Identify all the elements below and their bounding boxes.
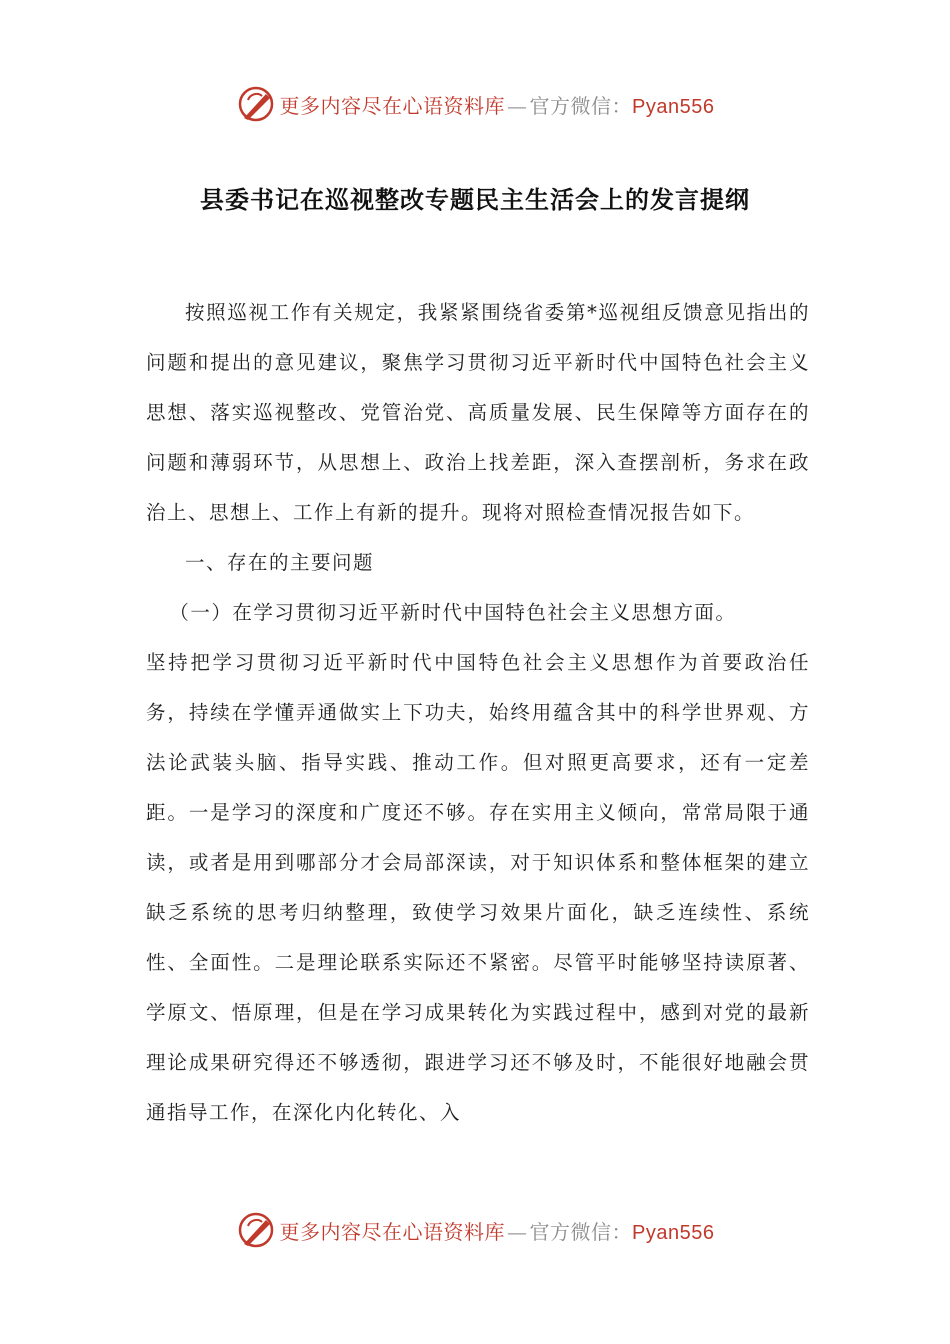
watermark-separator: — bbox=[507, 93, 528, 118]
paragraph: 坚持把学习贯彻习近平新时代中国特色社会主义思想作为首要政治任务，持续在学懂弄通做实上下功夫，始终用蕴含其中的科学世界观、方法论武装头脑、指导实践、推动工作。但对照更高要求，还有一定差距。一是学习的深度和广度还不够。存在实用主义倾向，常常局限于通读，或者是用到哪部分才会局部深读，对于知识体系和整体框架的建立缺乏系统的思考归纳整理，致使学习效果片面化，缺乏连续性、系统性、全面性。二是理论联系实际还不紧密。尽管平时能够坚持读原著、学原文、悟原理，但是在学习成果转化为实践过程中，感到对党的最新理论成果研究得还不够透彻，跟进学习还不够及时，不能很好地融会贯通指导工作，在深化内化转化、入 bbox=[146, 651, 810, 1124]
section-heading: 一、存在的主要问题 bbox=[185, 551, 375, 574]
watermark-banner-top bbox=[0, 82, 950, 126]
watermark-red-text: 更多内容尽在心语资料库 bbox=[279, 1219, 506, 1244]
watermark-text bbox=[280, 90, 715, 119]
watermark-id: Pyan556 bbox=[632, 1221, 715, 1244]
pen-logo-icon bbox=[236, 84, 276, 124]
document-title: 县委书记在巡视整改专题民主生活会上的发言提纲 bbox=[200, 186, 750, 214]
watermark-separator: — bbox=[507, 1219, 528, 1244]
watermark-gray-text: 官方微信： bbox=[529, 93, 633, 118]
watermark-banner-bottom bbox=[0, 1208, 950, 1252]
paragraph: 按照巡视工作有关规定，我紧紧围绕省委第*巡视组反馈意见指出的问题和提出的意见建议，聚焦学习贯彻习近平新时代中国特色社会主义思想、落实巡视整改、党管治党、高质量发展、民生保障等方面存在的问题和薄弱环节，从思想上、政治上找差距，深入查摆剖析，务求在政治上、思想上、工作上有新的提升。现将对照检查情况报告如下。 bbox=[146, 301, 810, 524]
subsection-heading: （一）在学习贯彻习近平新时代中国特色社会主义思想方面。 bbox=[169, 601, 737, 624]
watermark-gray-text: 官方微信： bbox=[529, 1219, 633, 1244]
watermark-text bbox=[280, 1216, 715, 1245]
watermark-id: Pyan556 bbox=[632, 95, 715, 118]
document-body bbox=[146, 288, 810, 1138]
pen-logo-icon bbox=[236, 1210, 276, 1250]
watermark-red-text: 更多内容尽在心语资料库 bbox=[279, 93, 506, 118]
